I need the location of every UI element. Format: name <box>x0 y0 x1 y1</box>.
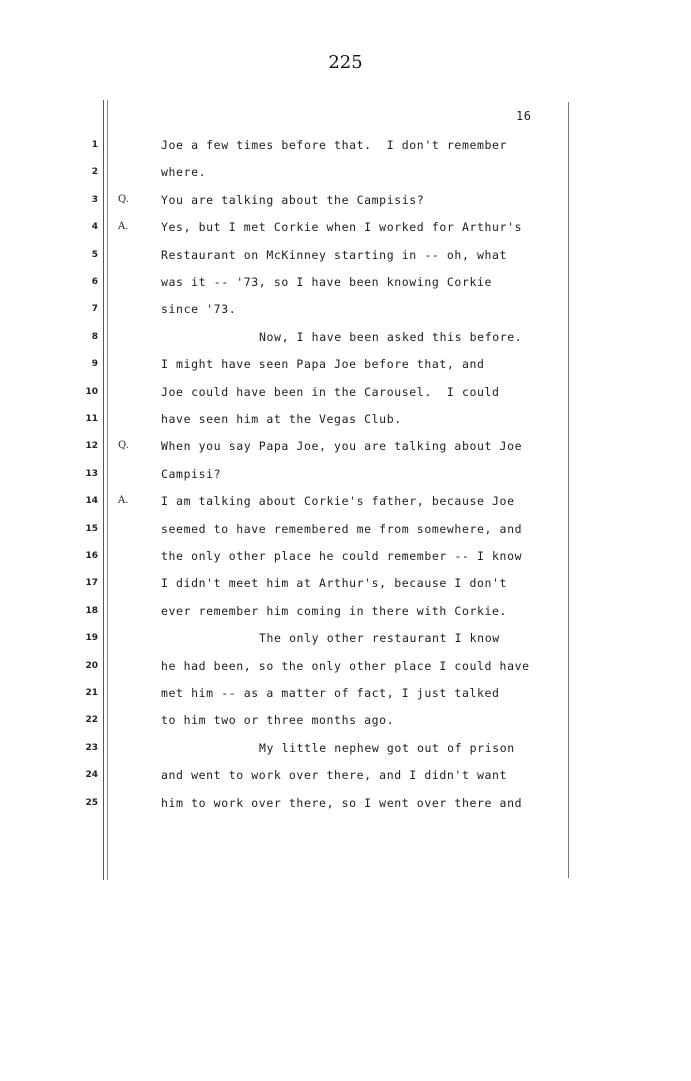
line-number: 3 <box>91 195 98 205</box>
line-number: 21 <box>85 688 98 698</box>
transcript-line-text: Joe a few times before that. I don't remember <box>161 138 508 152</box>
line-number: 2 <box>91 167 98 177</box>
line-number: 8 <box>91 332 98 342</box>
transcript-line-text: I am talking about Corkie's father, because Joe <box>161 494 515 508</box>
transcript-line-text: Now, I have been asked this before. <box>259 330 523 344</box>
speaker-label: Q. <box>118 440 129 451</box>
line-number: 17 <box>85 578 98 588</box>
transcript-line-text: since '73. <box>161 302 237 316</box>
left-margin-rule <box>103 100 104 880</box>
sheet-number: 16 <box>516 109 532 123</box>
line-number: 25 <box>85 798 98 808</box>
page-number: 225 <box>328 52 363 73</box>
line-number: 1 <box>91 140 98 150</box>
transcript-line-text: ever remember him coming in there with Corkie. <box>161 604 508 618</box>
line-number: 15 <box>85 524 98 534</box>
transcript-line-text: Campisi? <box>161 467 222 481</box>
line-number: 9 <box>91 359 98 369</box>
line-number: 4 <box>91 222 98 232</box>
line-number: 16 <box>85 551 98 561</box>
transcript-line-text: Restaurant on McKinney starting in -- oh, what <box>161 248 508 262</box>
line-number: 10 <box>85 387 98 397</box>
line-number: 22 <box>85 715 98 725</box>
transcript-line-text: and went to work over there, and I didn't want <box>161 768 508 782</box>
line-number: 19 <box>85 633 98 643</box>
speaker-label: A. <box>118 221 129 232</box>
line-number: 6 <box>91 277 98 287</box>
transcript-line-text: Yes, but I met Corkie when I worked for Arthur's <box>161 220 523 234</box>
transcript-line-text: Joe could have been in the Carousel. I could <box>161 385 500 399</box>
line-number: 20 <box>85 661 98 671</box>
transcript-line-text: the only other place he could remember -- I know <box>161 549 523 563</box>
transcript-line-text: he had been, so the only other place I could have <box>161 659 530 673</box>
transcript-line-text: The only other restaurant I know <box>259 631 500 645</box>
line-number: 11 <box>85 414 98 424</box>
speaker-label: Q. <box>118 194 129 205</box>
transcript-line-text: met him -- as a matter of fact, I just talked <box>161 686 500 700</box>
line-number: 24 <box>85 770 98 780</box>
transcript-line-text: seemed to have remembered me from somewhere, and <box>161 522 523 536</box>
transcript-line-text: When you say Papa Joe, you are talking about Joe <box>161 439 523 453</box>
transcript-line-text: to him two or three months ago. <box>161 713 395 727</box>
right-margin-rule <box>568 102 569 878</box>
transcript-line-text: where. <box>161 165 207 179</box>
speaker-label: A. <box>118 495 129 506</box>
transcript-line-text: I might have seen Papa Joe before that, and <box>161 357 485 371</box>
line-number: 18 <box>85 606 98 616</box>
line-number: 12 <box>85 441 98 451</box>
line-number: 23 <box>85 743 98 753</box>
transcript-line-text: My little nephew got out of prison <box>259 741 515 755</box>
transcript-line-text: I didn't meet him at Arthur's, because I don't <box>161 576 508 590</box>
transcript-line-text: You are talking about the Campisis? <box>161 193 425 207</box>
line-number: 14 <box>85 496 98 506</box>
transcript-line-text: have seen him at the Vegas Club. <box>161 412 402 426</box>
line-number: 5 <box>91 250 98 260</box>
line-number: 7 <box>91 304 98 314</box>
left-margin-rule-inner <box>107 100 108 880</box>
transcript-line-text: was it -- '73, so I have been knowing Corkie <box>161 275 493 289</box>
transcript-line-text: him to work over there, so I went over there and <box>161 796 523 810</box>
line-number: 13 <box>85 469 98 479</box>
